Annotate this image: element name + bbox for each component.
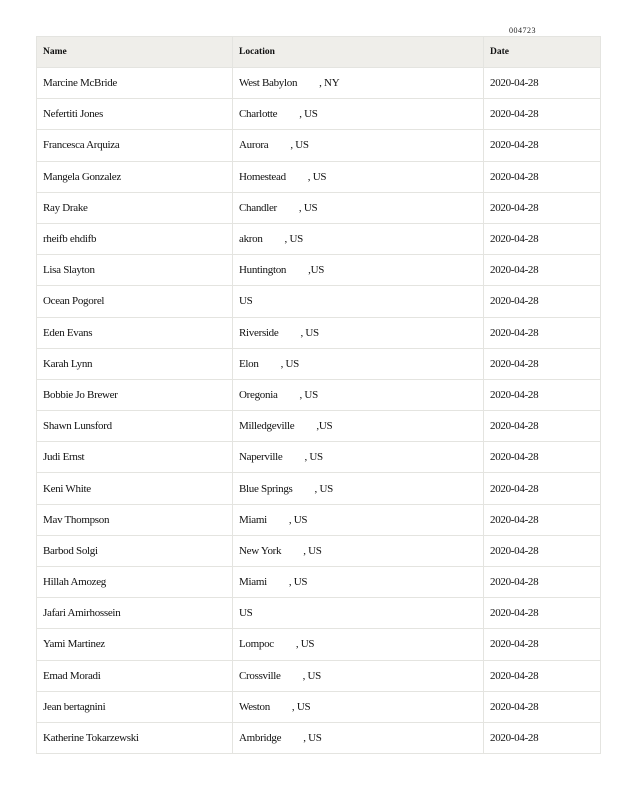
cell-date: 2020-04-28 [484,286,601,317]
signatures-table [36,36,601,754]
cell-location: Milledgeville ,US [233,411,484,442]
cell-date: 2020-04-28 [484,348,601,379]
table-row [37,598,601,629]
cell-date: 2020-04-28 [484,130,601,161]
cell-location: US [233,598,484,629]
cell-location: Blue Springs , US [233,473,484,504]
cell-name: Mav Thompson [37,504,233,535]
cell-location: Weston , US [233,691,484,722]
cell-name: Yami Martinez [37,629,233,660]
cell-date: 2020-04-28 [484,629,601,660]
cell-date: 2020-04-28 [484,504,601,535]
cell-date: 2020-04-28 [484,660,601,691]
cell-name: Eden Evans [37,317,233,348]
cell-location: Charlotte , US [233,99,484,130]
cell-date: 2020-04-28 [484,473,601,504]
table-row [37,99,601,130]
cell-location: US [233,286,484,317]
cell-date: 2020-04-28 [484,535,601,566]
table-row [37,192,601,223]
cell-location: Miami , US [233,567,484,598]
table-row [37,348,601,379]
cell-name: Ocean Pogorel [37,286,233,317]
table-row [37,379,601,410]
table-row [37,411,601,442]
cell-location: Miami , US [233,504,484,535]
cell-date: 2020-04-28 [484,567,601,598]
cell-name: Judi Ernst [37,442,233,473]
cell-location: Huntington ,US [233,255,484,286]
cell-location: New York , US [233,535,484,566]
cell-location: akron , US [233,223,484,254]
table-row [37,255,601,286]
table-row [37,691,601,722]
cell-name: Karah Lynn [37,348,233,379]
cell-name: Barbod Solgi [37,535,233,566]
cell-date: 2020-04-28 [484,691,601,722]
cell-date: 2020-04-28 [484,379,601,410]
cell-name: Bobbie Jo Brewer [37,379,233,410]
cell-name: Jafari Amirhossein [37,598,233,629]
table-header-row [37,37,601,68]
document-id: 004723 [509,26,536,35]
cell-name: Nefertiti Jones [37,99,233,130]
header-name: Name [37,37,233,68]
cell-location: Naperville , US [233,442,484,473]
cell-name: Keni White [37,473,233,504]
cell-name: Katherine Tokarzewski [37,722,233,753]
table-row [37,286,601,317]
cell-name: Ray Drake [37,192,233,223]
table-row [37,629,601,660]
table-body [37,68,601,754]
cell-name: Hillah Amozeg [37,567,233,598]
cell-name: Emad Moradi [37,660,233,691]
table-row [37,567,601,598]
cell-location: West Babylon , NY [233,68,484,99]
header-date: Date [484,37,601,68]
cell-location: Riverside , US [233,317,484,348]
cell-name: Marcine McBride [37,68,233,99]
table-row [37,660,601,691]
cell-location: Ambridge , US [233,722,484,753]
cell-date: 2020-04-28 [484,722,601,753]
cell-date: 2020-04-28 [484,411,601,442]
table-row [37,504,601,535]
cell-date: 2020-04-28 [484,598,601,629]
cell-date: 2020-04-28 [484,255,601,286]
cell-name: Jean bertagnini [37,691,233,722]
table-row [37,68,601,99]
cell-location: Homestead , US [233,161,484,192]
table-row [37,473,601,504]
cell-date: 2020-04-28 [484,161,601,192]
cell-date: 2020-04-28 [484,223,601,254]
table-row [37,317,601,348]
cell-name: rheifb ehdifb [37,223,233,254]
table-row [37,535,601,566]
cell-location: Crossville , US [233,660,484,691]
cell-name: Shawn Lunsford [37,411,233,442]
cell-date: 2020-04-28 [484,317,601,348]
header-location: Location [233,37,484,68]
table-row [37,223,601,254]
cell-name: Mangela Gonzalez [37,161,233,192]
cell-location: Oregonia , US [233,379,484,410]
cell-date: 2020-04-28 [484,68,601,99]
cell-date: 2020-04-28 [484,99,601,130]
cell-location: Elon , US [233,348,484,379]
cell-location: Chandler , US [233,192,484,223]
cell-date: 2020-04-28 [484,192,601,223]
table-row [37,130,601,161]
cell-name: Lisa Slayton [37,255,233,286]
cell-date: 2020-04-28 [484,442,601,473]
table-row [37,442,601,473]
cell-location: Aurora , US [233,130,484,161]
cell-name: Francesca Arquiza [37,130,233,161]
cell-location: Lompoc , US [233,629,484,660]
table-row [37,161,601,192]
table-row [37,722,601,753]
